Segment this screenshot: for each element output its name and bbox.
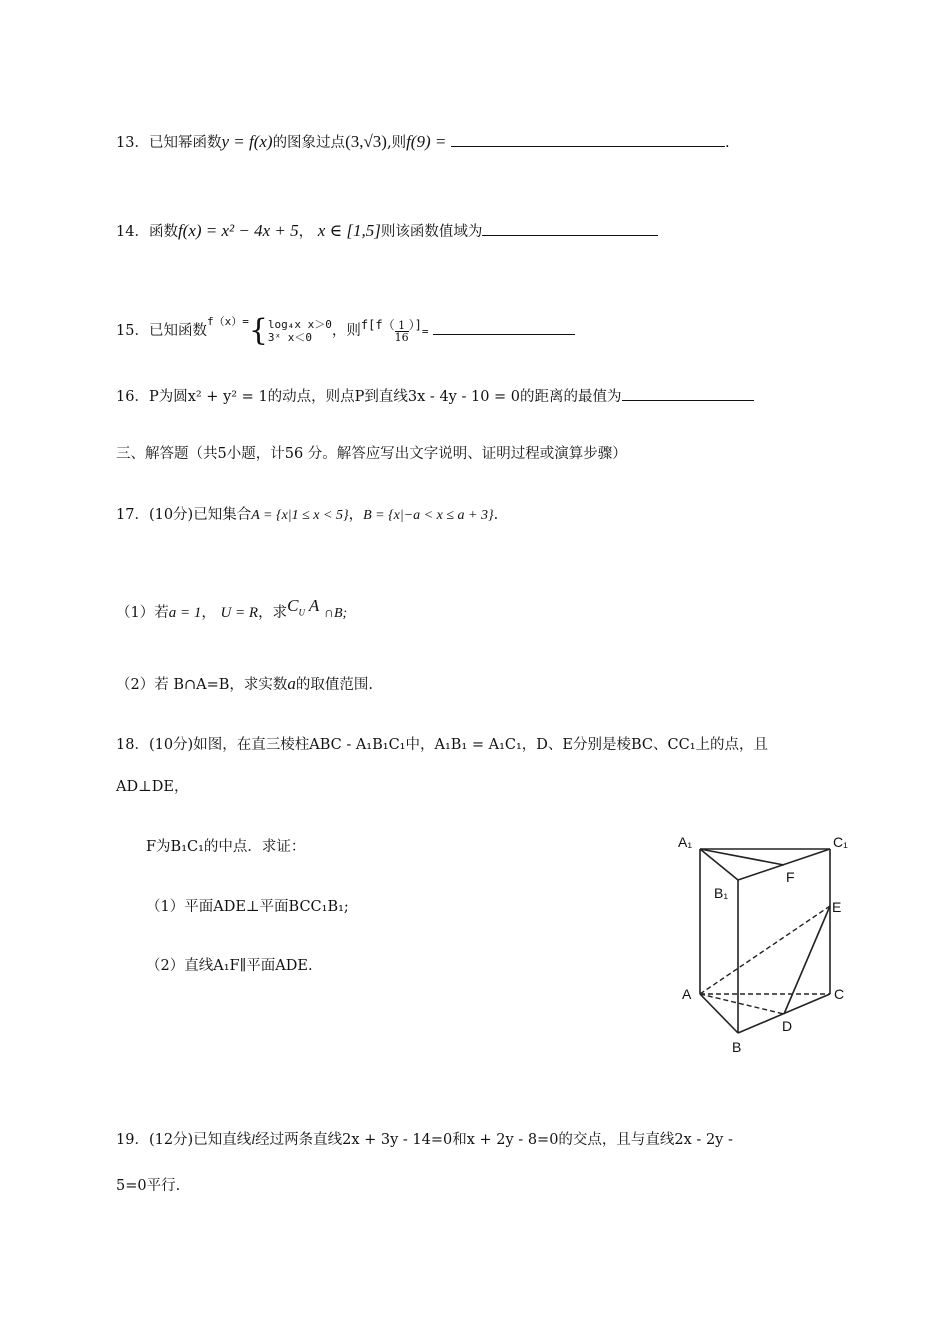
label-d: D [782,1018,793,1034]
q18-number: 18． [116,737,149,753]
label-a1: A₁ [678,834,693,850]
label-c: C [834,986,845,1002]
q14-number: 14． [116,224,149,240]
q19-text1a: (12分)已知直线 [148,1132,252,1148]
label-a: A [682,986,692,1002]
question-18 [116,735,768,755]
q16-answer-blank [622,386,754,401]
section-3-title: 三、解答题（共5小题，计56 分。解答应写出文字说明、证明过程或演算步骤） [116,446,627,462]
q13-point: (3,√3) [345,132,387,151]
q13-function: y = f(x) [221,132,273,151]
q15-brace: { [248,313,268,348]
prism-figure [670,828,870,1058]
q14-domain: x ∈ [1,5] [317,221,381,240]
q17-end: . [493,507,499,523]
q15-number: 15． [116,323,149,339]
q13-answer-blank [451,132,725,147]
q15-case2: 3ˣ x＜0 [267,331,313,344]
q15-case1: log₄x x＞0 [267,318,332,331]
q17-p1-text: ，求 [258,605,288,621]
question-14 [116,221,658,242]
q17-p2-a: a [287,674,296,693]
q18-line2-text: AD⊥DE， [116,779,189,795]
q17-p1-sep: ， [201,605,216,621]
section-3-heading [116,444,627,464]
question-16 [116,386,754,407]
q17-number: 17． [116,507,149,523]
question-17 [116,505,498,526]
q18-line-3 [146,837,305,857]
q14-answer-blank [482,221,658,236]
q15-answer-blank [433,320,575,335]
q18-part-1 [146,897,349,917]
q18-p2-text: （2）直线A₁F∥平面ADE. [146,958,313,974]
edge-a-b [700,994,738,1033]
label-b: B [732,1039,742,1055]
q17-text1: (10分)已知集合 [148,507,252,523]
q15-fraction [395,320,409,343]
q14-sep: ， [298,224,314,240]
q13-expr: f(9) = [406,132,447,151]
q15-frac-num: 1 [395,320,409,332]
label-f: F [786,869,795,885]
q17-p1-a: a = 1 [168,605,202,621]
q15-text2: ，则 [331,323,361,339]
q13-text1: 已知幂函数 [148,135,222,151]
q13-text3: ,则 [386,135,407,151]
q15-text1: 已知函数 [148,323,207,339]
q17-p1-A: A [308,596,320,615]
q19-line2-text: 5=0平行. [116,1178,181,1194]
q15-expr-post: ）] [408,318,422,332]
q14-function: f(x) = x² − 4x + 5 [177,221,299,240]
q15-eq: = [421,325,429,338]
q15-lhs: f（x）= [206,315,249,328]
q14-text1: 函数 [148,224,178,240]
q19-text1b: 经过两条直线2x + 3y - 14=0和x + 2y - 8=0的交点，且与直线2x - 2y - [255,1132,733,1148]
q17-p1-u: U = R [220,605,259,621]
q16-text: P为圆x² + y² = 1的动点，则点P到直线3x - 4y - 10 = 0的距离的最值为 [148,389,622,405]
q16-number: 16． [116,389,149,405]
q17-p1-sub: U [298,607,305,618]
q17-set-b: B = {x|−a < x ≤ a + 3} [363,508,494,523]
q13-number: 13． [116,135,149,151]
q17-p1-label: （1）若 [116,605,169,621]
q19-line-l: l [251,1133,256,1148]
q17-p1-tail: ∩B; [323,606,348,621]
edge-a-d-dashed [700,994,784,1014]
q18-part-2 [146,956,313,976]
q19-number: 19． [116,1132,149,1148]
q17-p2-label: （2）若 B∩A=B，求实数 [116,677,288,693]
q15-frac-den: 16 [394,330,409,344]
question-15 [116,305,575,349]
q18-line-2 [116,777,188,797]
q17-sep: ， [348,507,364,523]
label-e: E [832,899,842,915]
q18-line3-text: F为B₁C₁的中点．求证： [146,839,306,855]
q13-text2: 的图象过点 [272,135,346,151]
label-c1: C₁ [833,834,848,850]
label-b1: B₁ [714,885,729,901]
q17-set-a: A = {x|1 ≤ x < 5} [251,508,349,523]
q18-p1-text: （1）平面ADE⊥平面BCC₁B₁; [146,899,349,915]
q17-p2-tail: 的取值范围. [295,677,374,693]
question-13 [116,132,730,153]
q17-part-1 [116,596,347,624]
q13-end: . [724,135,730,151]
q15-cases [268,318,332,344]
q17-part-2 [116,674,373,695]
edge-a1-f [700,849,784,865]
edge-a1-b1 [700,849,738,880]
q14-text2: 则该函数值域为 [380,224,483,240]
q18-line1: (10分)如图，在直三棱柱ABC - A₁B₁C₁中，A₁B₁ = A₁C₁，D、E分别是棱BC、CC₁上的点，且 [148,737,769,753]
question-19 [116,1130,733,1151]
q15-expr-pre: f[f（ [360,318,395,332]
q19-line-2 [116,1176,180,1196]
q17-p1-c: C [287,596,299,615]
q17-p1-complement [287,596,320,618]
